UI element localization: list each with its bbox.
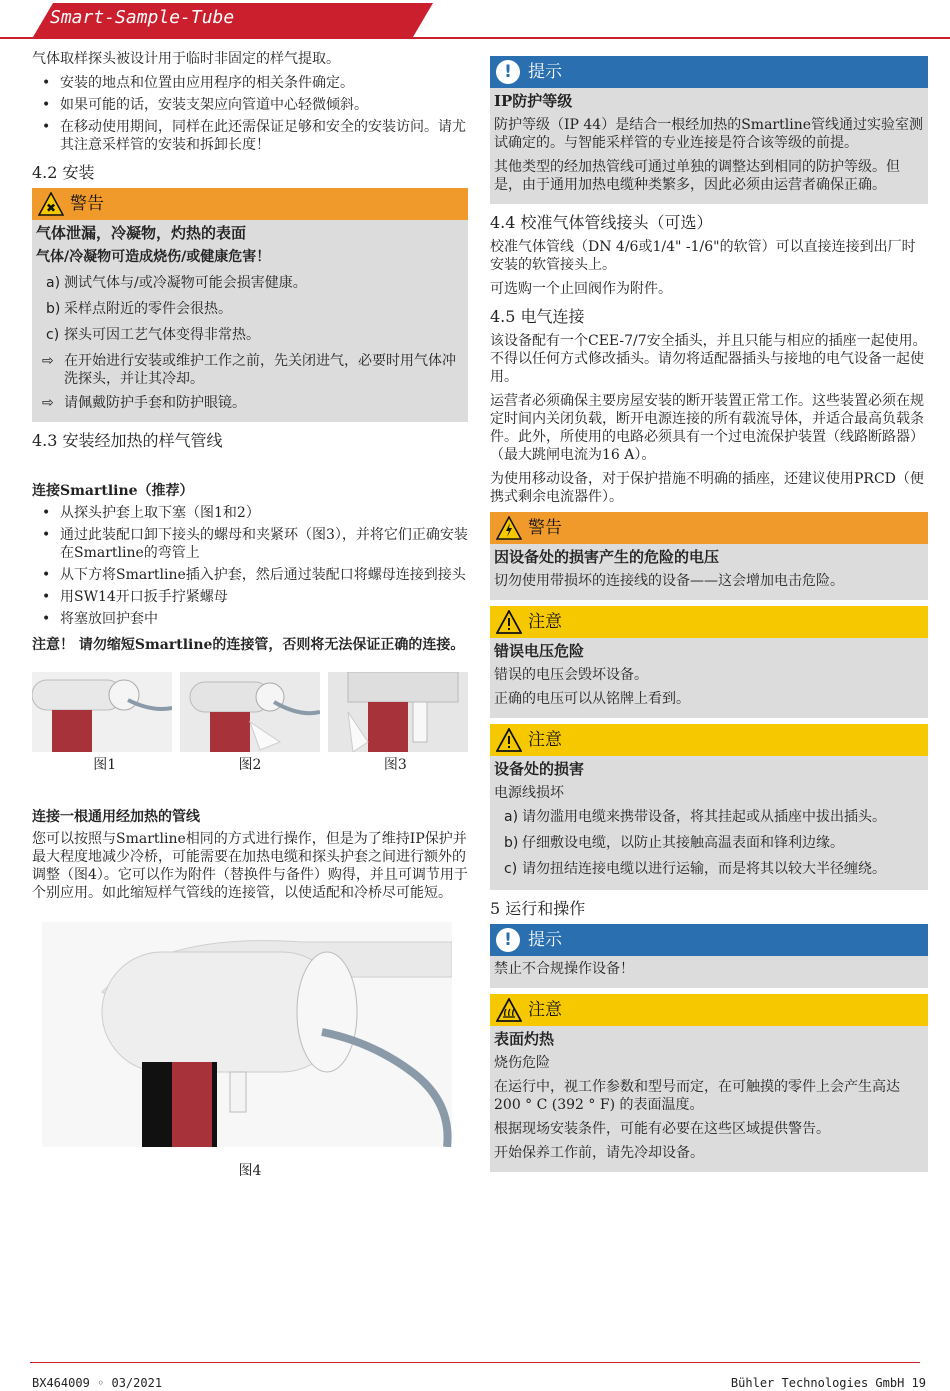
caution-box-damage xyxy=(490,724,928,890)
list-letter: b) xyxy=(46,301,61,317)
figure-row xyxy=(32,672,468,752)
list-item xyxy=(36,394,464,412)
list-item xyxy=(494,834,924,852)
list-text: 请佩戴防护手套和防护眼镜。 xyxy=(64,395,246,411)
electric-warning-icon xyxy=(496,516,522,540)
list-letter: c) xyxy=(504,861,518,877)
warning-label: 警告 xyxy=(528,518,562,538)
caution-header xyxy=(490,606,928,638)
page-header xyxy=(0,0,950,40)
caution-body xyxy=(490,638,928,718)
caution-text: 根据现场安装条件，可能有必要在这些区域提供警告。 xyxy=(494,1121,830,1137)
header-rule xyxy=(0,37,950,39)
tip-header xyxy=(490,56,928,88)
list-letter: b) xyxy=(504,835,519,851)
paragraph: 为使用移动设备，对于保护措施不明确的插座，还建议使用PRCD（便携式剩余电流器件）。 xyxy=(490,471,924,505)
figure-4-caption: 图4 xyxy=(238,1163,262,1179)
figure-2-image xyxy=(180,672,320,752)
list-item xyxy=(494,860,924,878)
section-heading-4-2: 4.2 安装 xyxy=(32,163,95,182)
list-text: 探头可因工艺气体变得非常热。 xyxy=(64,327,260,343)
caution-text: 正确的电压可以从铭牌上看到。 xyxy=(494,691,690,707)
list-item xyxy=(494,808,924,826)
info-icon: ! xyxy=(496,60,520,84)
smartline-bullets xyxy=(32,504,468,628)
list-item xyxy=(36,326,464,344)
hot-surface-icon xyxy=(496,998,522,1022)
warning-list xyxy=(36,274,464,344)
section-heading-4-5: 4.5 电气连接 xyxy=(490,307,585,326)
caution-label: 注意 xyxy=(528,1000,562,1020)
footer-company-page: Bühler Technologies GmbH 19 xyxy=(730,1376,926,1390)
list-item: • 通过此装配口卸下接头的螺母和夹紧环（图3），并将它们正确安装在Smartline的弯管上 xyxy=(32,526,468,562)
list-item: • 从探头护套上取下塞（图1和2） xyxy=(32,504,468,522)
list-item: • 安装的地点和位置由应用程序的相关条件确定。 xyxy=(32,74,468,92)
list-letter: c) xyxy=(46,327,60,343)
tip-text: 禁止不合规操作设备！ xyxy=(494,961,634,977)
list-item xyxy=(36,352,464,388)
list-text: 采样点附近的零件会很热。 xyxy=(64,301,232,317)
caution-title: 设备处的损害 xyxy=(494,760,585,778)
caution-subtitle: 烧伤危险 xyxy=(494,1055,550,1071)
tip-paragraph: 其他类型的经加热管线可通过单独的调整达到相同的防护等级。但是，由于通用加热电缆种类繁多，因此必须由运营者确保正确。 xyxy=(494,159,900,193)
right-column xyxy=(490,56,928,1172)
section-heading-5: 5 运行和操作 xyxy=(490,899,586,918)
warning-body xyxy=(32,220,468,422)
figure-4-image xyxy=(42,922,452,1147)
figure-2-caption: 图2 xyxy=(238,757,262,773)
smartline-title: 连接Smartline（推荐） xyxy=(32,483,194,499)
tip-body xyxy=(490,956,928,988)
tip-box-ip xyxy=(490,56,928,204)
tip-box-operation xyxy=(490,924,928,988)
paragraph: 校准气体管线（DN 4/6或1/4" -1/6"的软管）可以直接连接到出厂时安装的软管接头上。 xyxy=(490,239,916,273)
caution-text: 在运行中，视工作参数和型号而定，在可触摸的零件上会产生高达200 ° C (392 ° F) 的表面温度。 xyxy=(494,1079,900,1113)
list-text: 测试气体与/或冷凝物可能会损害健康。 xyxy=(64,275,307,291)
generic-line-title: 连接一根通用经加热的管线 xyxy=(32,809,200,825)
warning-header xyxy=(32,188,468,220)
figure-3-image xyxy=(328,672,468,752)
warning-box xyxy=(32,188,468,422)
warning-body xyxy=(490,544,928,600)
caution-header xyxy=(490,724,928,756)
arrow-icon: ⇨ xyxy=(42,353,54,369)
caution-label: 注意 xyxy=(528,612,562,632)
list-item xyxy=(36,300,464,318)
list-item: • 在移动使用期间，同样在此还需保证足够和安全的安装访问。请尤其注意采样管的安装和拆卸长度！ xyxy=(32,118,468,154)
caution-box-voltage xyxy=(490,606,928,718)
list-text: 在开始进行安装或维护工作之前，先关闭进气，必要时用气体冲洗探头，并让其冷却。 xyxy=(64,353,456,387)
caution-triangle-icon xyxy=(496,728,522,752)
warning-title: 气体泄漏，冷凝物，灼热的表面 xyxy=(36,224,247,242)
tip-label: 提示 xyxy=(528,930,562,950)
tip-title: IP防护等级 xyxy=(494,92,573,110)
figure-3-caption: 图3 xyxy=(383,757,407,773)
caution-body xyxy=(490,756,928,890)
caution-triangle-icon xyxy=(496,610,522,634)
svg-text:✖: ✖ xyxy=(45,201,57,215)
list-item: • 从下方将Smartline插入护套，然后通过装配口将螺母连接到接头 xyxy=(32,566,468,584)
caution-body xyxy=(490,1026,928,1172)
tip-label: 提示 xyxy=(528,62,562,82)
tip-body xyxy=(490,88,928,204)
footer-document-id: BX464009 ◦ 03/2021 xyxy=(32,1376,163,1390)
intro-text: 气体取样探头被设计用于临时非固定的样气提取。 xyxy=(32,51,340,67)
paragraph: 运营者必须确保主要房屋安装的断开装置正常工作。这些装置必须在规定时间内关闭负载，断开电源连接的所有载流导体，并适合最高负载条件。此外，所使用的电路必须具有一个过电流保护装置（线路断路器）（最大跳闸电流为16 A）。 xyxy=(490,393,924,463)
info-icon: ! xyxy=(496,928,520,952)
paragraph: 可选购一个止回阀作为附件。 xyxy=(490,281,672,297)
warning-title: 因设备处的损害产生的危险的电压 xyxy=(494,548,720,566)
tip-paragraph: 防护等级（IP 44）是结合一根经加热的Smartline管线通过实验室测试确定的。与智能采样管的专业连接是符合该等级的前提。 xyxy=(494,117,924,151)
list-text: 仔细敷设电缆，以防止其接触高温表面和锋利边缘。 xyxy=(522,835,844,851)
list-item: • 如果可能的话，安装支架应向管道中心轻微倾斜。 xyxy=(32,96,468,114)
warning-text: 切勿使用带损坏的连接线的设备——这会增加电击危险。 xyxy=(494,573,844,589)
list-item: • 用SW14开口扳手拧紧螺母 xyxy=(32,588,468,606)
list-item: • 将塞放回护套中 xyxy=(32,610,468,628)
caution-box-hot-surface xyxy=(490,994,928,1172)
tip-header xyxy=(490,924,928,956)
section-heading-4-4: 4.4 校准气体管线接头（可选） xyxy=(490,213,713,232)
caution-text: 错误的电压会毁坏设备。 xyxy=(494,667,648,683)
figure-captions xyxy=(32,756,468,774)
generic-line-text: 您可以按照与Smartline相同的方式进行操作，但是为了维持IP保护并最大程度地减少冷桥，可能需要在加热电缆和探头护套之间进行额外的调整（图4）。它可以作为附件（替换件与备件）购得，并且可调节用于个别应用。如此缩短样气管线的连接管，以使适配和冷桥尽可能短。 xyxy=(32,831,468,901)
list-letter: a) xyxy=(46,275,61,291)
figure-1-caption: 图1 xyxy=(93,757,117,773)
warning-header xyxy=(490,512,928,544)
list-text: 请勿滥用电缆来携带设备，将其挂起或从插座中拔出插头。 xyxy=(522,809,886,825)
intro-bullets xyxy=(32,74,468,154)
warning-label: 警告 xyxy=(70,194,104,214)
caution-header xyxy=(490,994,928,1026)
list-text: 请勿扭结连接电缆以进行运输，而是将其以较大半径缠绕。 xyxy=(522,861,886,877)
header-title: Smart-Sample-Tube xyxy=(50,7,235,28)
notice-text: 注意！ 请勿缩短Smartline的连接管，否则将无法保证正确的连接。 xyxy=(32,637,465,653)
section-heading-4-3: 4.3 安装经加热的样气管线 xyxy=(32,431,223,450)
caution-label: 注意 xyxy=(528,730,562,750)
warning-subtitle: 气体/冷凝物可造成烧伤/或健康危害！ xyxy=(36,249,271,265)
caution-title: 错误电压危险 xyxy=(494,642,585,660)
caution-list xyxy=(494,808,924,878)
figure-1-image xyxy=(32,672,172,752)
caution-text: 开始保养工作前，请先冷却设备。 xyxy=(494,1145,704,1161)
paragraph: 该设备配有一个CEE-7/7安全插头，并且只能与相应的插座一起使用。不得以任何方式修改插头。请勿将适配器插头与接地的电气设备一起使用。 xyxy=(490,333,927,385)
warning-triangle-icon xyxy=(38,192,64,216)
footer-rule xyxy=(30,1362,920,1363)
warning-box-voltage xyxy=(490,512,928,600)
arrow-icon: ⇨ xyxy=(42,395,54,411)
caution-title: 表面灼热 xyxy=(494,1030,555,1048)
left-column xyxy=(32,50,468,1180)
list-letter: a) xyxy=(504,809,519,825)
caution-subtitle: 电源线损坏 xyxy=(494,785,564,801)
action-list xyxy=(36,352,464,412)
list-item xyxy=(36,274,464,292)
